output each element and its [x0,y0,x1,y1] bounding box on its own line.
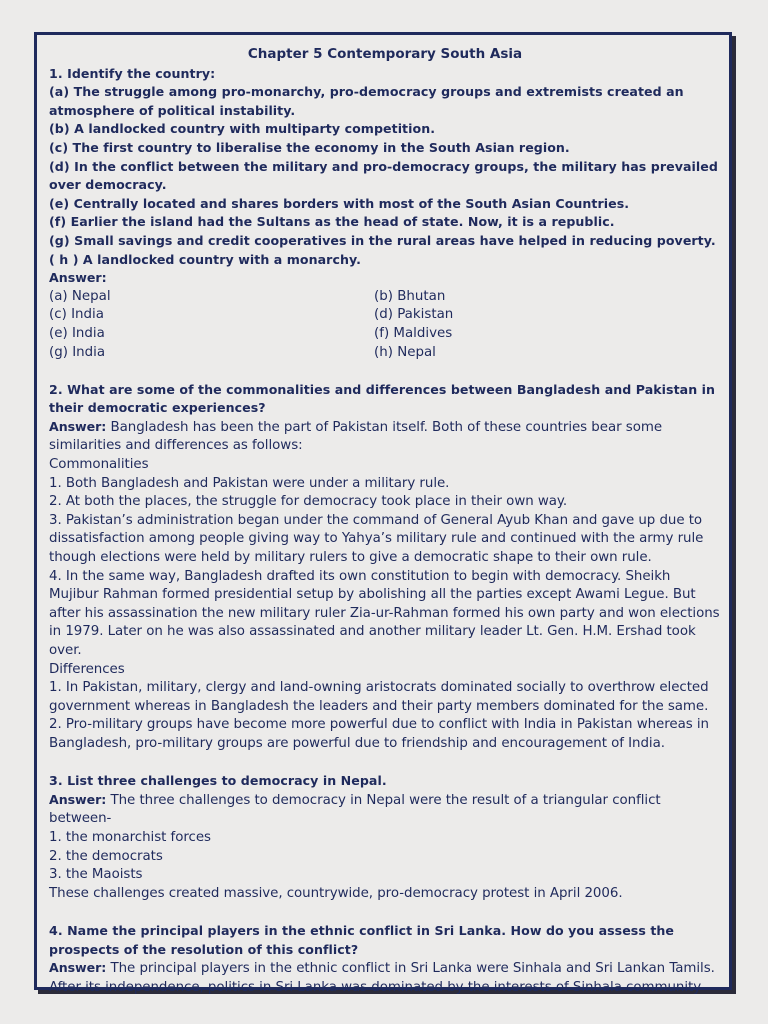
document-body [49,45,721,997]
q1-item-h: ( h ) A landlocked country with a monarchy. [49,251,361,267]
q3-point-3: 3. the Maoists [49,867,143,883]
commonality-3: 3. Pakistan’s administration began under the command of General Ayub Khan and gave up due to dissatisfaction among people giving way to Yahya’s military rule and continued with the army rule though elections were held by military rulers to give a democratic shape to their own rule. [49,512,704,566]
answer-a: (a) Nepal [49,288,111,304]
q1-item-e: (e) Centrally located and shares borders with most of the South Asian Countries. [49,195,630,211]
q1-item-a: (a) The struggle among pro-monarchy, pro-democracy groups and extremists created an atmosphere of political instability. [49,84,684,118]
q2-question: 2. What are some of the commonalities and differences between Bangladesh and Pakistan in their democratic experiences? [49,381,716,416]
q2-answer-intro [49,418,721,456]
q2-answer-label: Answer: [49,418,107,434]
q2-answer-intro-text: Bangladesh has been the part of Pakistan itself. Both of these countries bear some similarities and differences as follows: [49,419,663,454]
q4-question: 4. Name the principal players in the ethnic conflict in Sri Lanka. How do you assess the prospects of the resolution of this conflict? [49,922,675,957]
q3-point-2: 2. the democrats [49,848,163,864]
difference-2: 2. Pro-military groups have become more powerful due to conflict with India in Pakistan whereas in Bangladesh, pro-military groups are powerful due to friendship and encouragement of India. [49,717,709,751]
q4-answer [49,959,721,997]
q4-answer-label: Answer: [49,960,107,976]
q1-heading: 1. Identify the country: [49,65,216,81]
q3-question: 3. List three challenges to democracy in Nepal. [49,773,387,789]
answer-g: (g) India [49,344,106,360]
commonality-4: 4. In the same way, Bangladesh drafted its own constitution to begin with democracy. Sheikh Mujibur Rahman formed presidential setup by abolishing all the parties except Awami Legue. But after his assassination the new military ruler Zia-ur-Rahman formed his own party and won elections in 1979. Later on he was also assassinated and another military leader Lt. Gen. H.M. Ershad took over. [49,568,720,658]
page-border [34,32,732,995]
q3-conclusion: These challenges created massive, countrywide, pro-democracy protest in April 2006. [49,885,623,901]
difference-1: 1. In Pakistan, military, clergy and land-owning aristocrats dominated socially to overthrow elected government whereas in Bangladesh the leaders and their party members dominated for the same. [49,680,709,714]
q3-answer-intro [49,791,721,829]
q1-item-d: (d) In the conflict between the military and pro-democracy groups, the military has prevailed over democracy. [49,158,718,193]
answer-e: (e) India [49,325,105,341]
page-title: Chapter 5 Contemporary South Asia [247,46,523,62]
answer-b: (b) Bhutan [374,288,446,304]
q1-answer-grid [49,288,721,362]
q3-answer-label: Answer: [49,791,107,807]
q1-item-b: (b) A landlocked country with multiparty competition. [49,121,436,137]
answer-h: (h) Nepal [374,344,436,360]
q1-item-c: (c) The first country to liberalise the economy in the South Asian region. [49,139,570,155]
differences-heading: Differences [49,661,125,677]
q1-answer-label: Answer: [49,270,107,286]
q3-point-1: 1. the monarchist forces [49,829,211,845]
q3-answer-intro-text: The three challenges to democracy in Nepal were the result of a triangular conflict between- [49,792,661,827]
q4-answer-text: The principal players in the ethnic conflict in Sri Lanka were Sinhala and Sri Lankan Tamils. After its independence, politics in Sri Lanka was dominated by the interests of Sinhala community [49,961,715,995]
commonality-1: 1. Both Bangladesh and Pakistan were under a military rule. [49,475,450,491]
answer-c: (c) India [49,307,104,323]
commonalities-heading: Commonalities [49,457,149,473]
commonality-2: 2. At both the places, the struggle for democracy took place in their own way. [49,494,568,510]
answer-f: (f) Maldives [374,325,453,341]
answer-d: (d) Pakistan [374,307,454,323]
q1-item-f: (f) Earlier the island had the Sultans as the head of state. Now, it is a republic. [49,214,615,230]
q1-item-g: (g) Small savings and credit cooperatives in the rural areas have helped in reducing poverty. [49,232,716,248]
